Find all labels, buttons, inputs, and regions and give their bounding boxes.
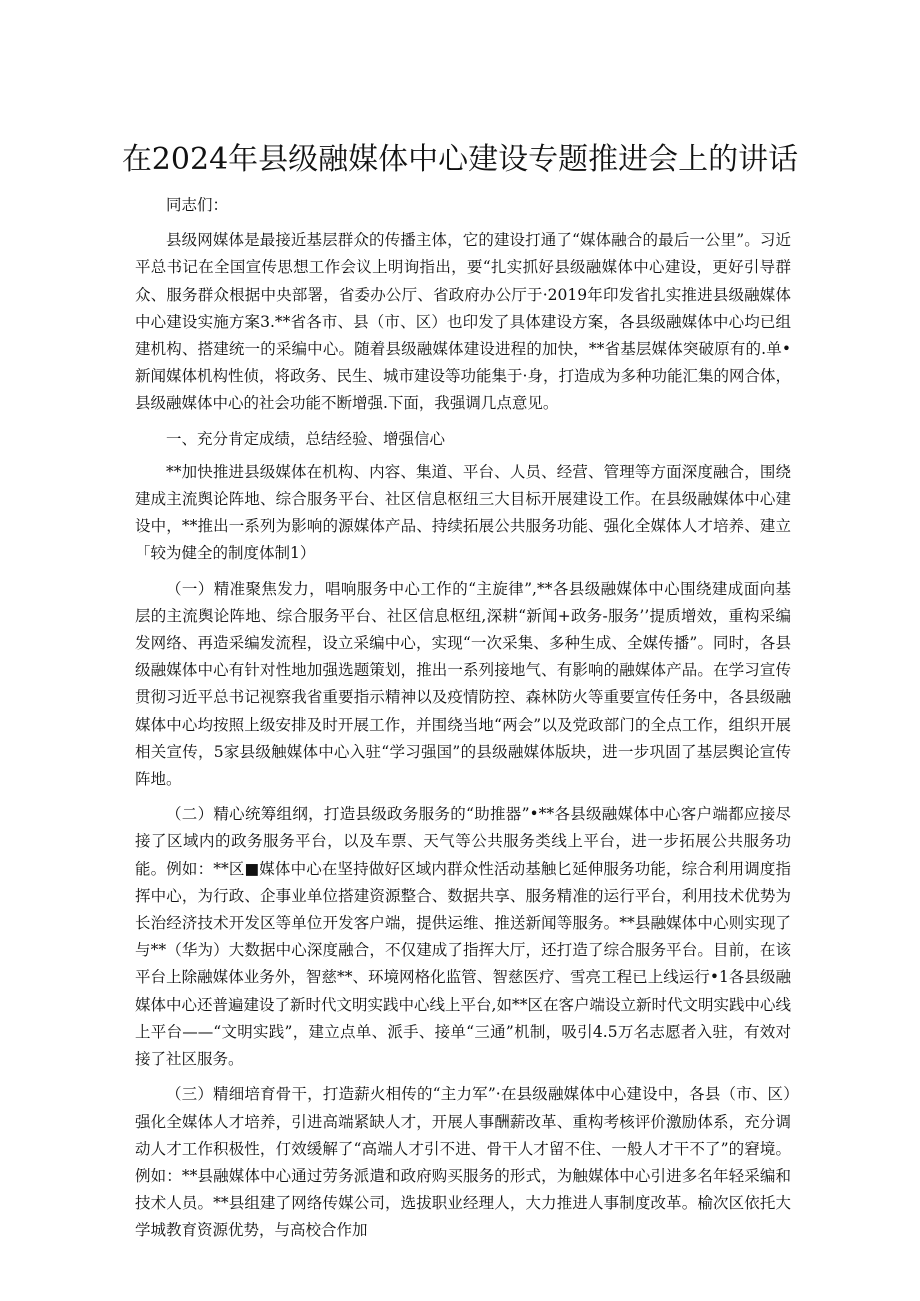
paragraph-point-2: （二）精心统筹组纲，打造县级政务服务的“助推器”•**各县级融媒体中心客户端都应接尽接了区域内的政务服务平台，以及车票、天气等公共服务类线上平台，进一步拓展公共服务功能。例如：**区■媒体中心在坚持做好区域内群众性活动基触匕延伸服务功能，综合利用调度指挥中心，为行政、企事业单位搭建资源整合、数据共享、服务精准的运行平台，利用技术优势为长治经济技术开发区等单位开发客户端，提供运维、推送新闻等服务。**县融媒体中心则实现了与**（华为）大数据中心深度融合，不仅建成了指挥大厅，还打造了综合服务平台。目前，在该平台上除融媒体业务外，智慈**、环境网格化监管、智慈医疗、雪亮工程已上线运行•1各县级融媒体中心还普遍建设了新时代文明实践中心线上平台,如**区在客户端设立新时代文明实践中心线上平台——“文明实践”，建立点单、派手、接单“三通”机制，吸引4.5万名志愿者入驻，有效对接了社区服务。 (135, 805, 791, 1069)
paragraph-overview: **加快推进县级媒体在机构、内容、集道、平台、人员、经营、管理等方面深度融合，围绕建成主流舆论阵地、综合服务平台、社区信息枢纽三大目标开展建设工作。在县级融媒体中心建设中，**推出一系列为影响的源媒体产品、持续拓展公共服务功能、强化全媒体人才培养、建立「较为健全的制度体制1） (135, 462, 791, 563)
greeting: 同志们： (166, 196, 229, 214)
document-title: 在2024年县级融媒体中心建设专题推进会上的讲话 (121, 142, 799, 177)
paragraph-point-1: （一）精准聚焦发力，唱响服务中心工作的“主旋律”,**各县级融媒体中心围绕建成面向基层的主流舆论阵地、综合服务平台、社区信息枢纽,深耕“新闻+政务-服务’’提质增效，重构采编发网络、再造采编发流程，设立采编中心，实现“一次采集、多种生成、全媒传播”。同时，各县级融媒体中心有针对性地加强选题策划，推出一系列接地气、有影响的融媒体产品。在学习宣传贯彻习近平总书记视察我省重要指示精神以及疫情防控、森林防火等重要宣传任务中，各县级融媒体中心均按照上级安排及时开展工作，并围绕当地“两会”以及党政部门的全点工作，组织开展相关宣传，5家县级触媒体中心入驻“学习强国”的县级融媒体版块，进一步巩固了基层舆论宣传阵地。 (135, 579, 791, 789)
paragraph-intro: 县级网媒体是最接近基层群众的传播主体，它的建设打通了“媒体融合的最后一公里”。习近平总书记在全国宣传思想工作会议上明询指出，要“扎实抓好县级融媒体中心建设，更好引导群众、服务群众根据中央部署，省委办公厅、省政府办公厅于·2019年印发省扎实推进县级融媒体中心建设实施方案3.**省各市、县（市、区）也印发了具体建设方案，各县级融媒体中心均已组建机构、搭建统一的采编中心。随着县级融媒体建设进程的加快，**省基层媒体突破原有的.单•新闻媒体机构性侦，将政务、民生、城市建设等功能集于·身，打造成为多种功能汇集的网合体，县级融媒体中心的社会功能不断增强.下面，我强调几点意见。 (135, 231, 791, 413)
document-body (135, 192, 791, 1253)
paragraph-point-3: （三）精细培育骨干，打造薪火相传的“主力军”·在县级融媒体中心建设中，各县（市、区）强化全媒体人才培养，引进高端紧缺人才，开展人事酬薪改革、重构考核评价激励体系，充分调动人才工作积极性，仃效缓解了“高端人才引不进、骨干人才留不住、一般人才干不了”的窘境。例如：**县融媒体中心通过劳务派遣和政府购买服务的形式，为触媒体中心引进多名年轻采编和技术人员。**县组建了网络传媒公司，选拔职业经理人，大力推进人事制度改革。榆次区依托大学城教育资源优势，与高校合作加 (135, 1085, 791, 1240)
section-heading-1: 一、充分肯定成绩，总结经验、增强信心 (166, 429, 446, 448)
